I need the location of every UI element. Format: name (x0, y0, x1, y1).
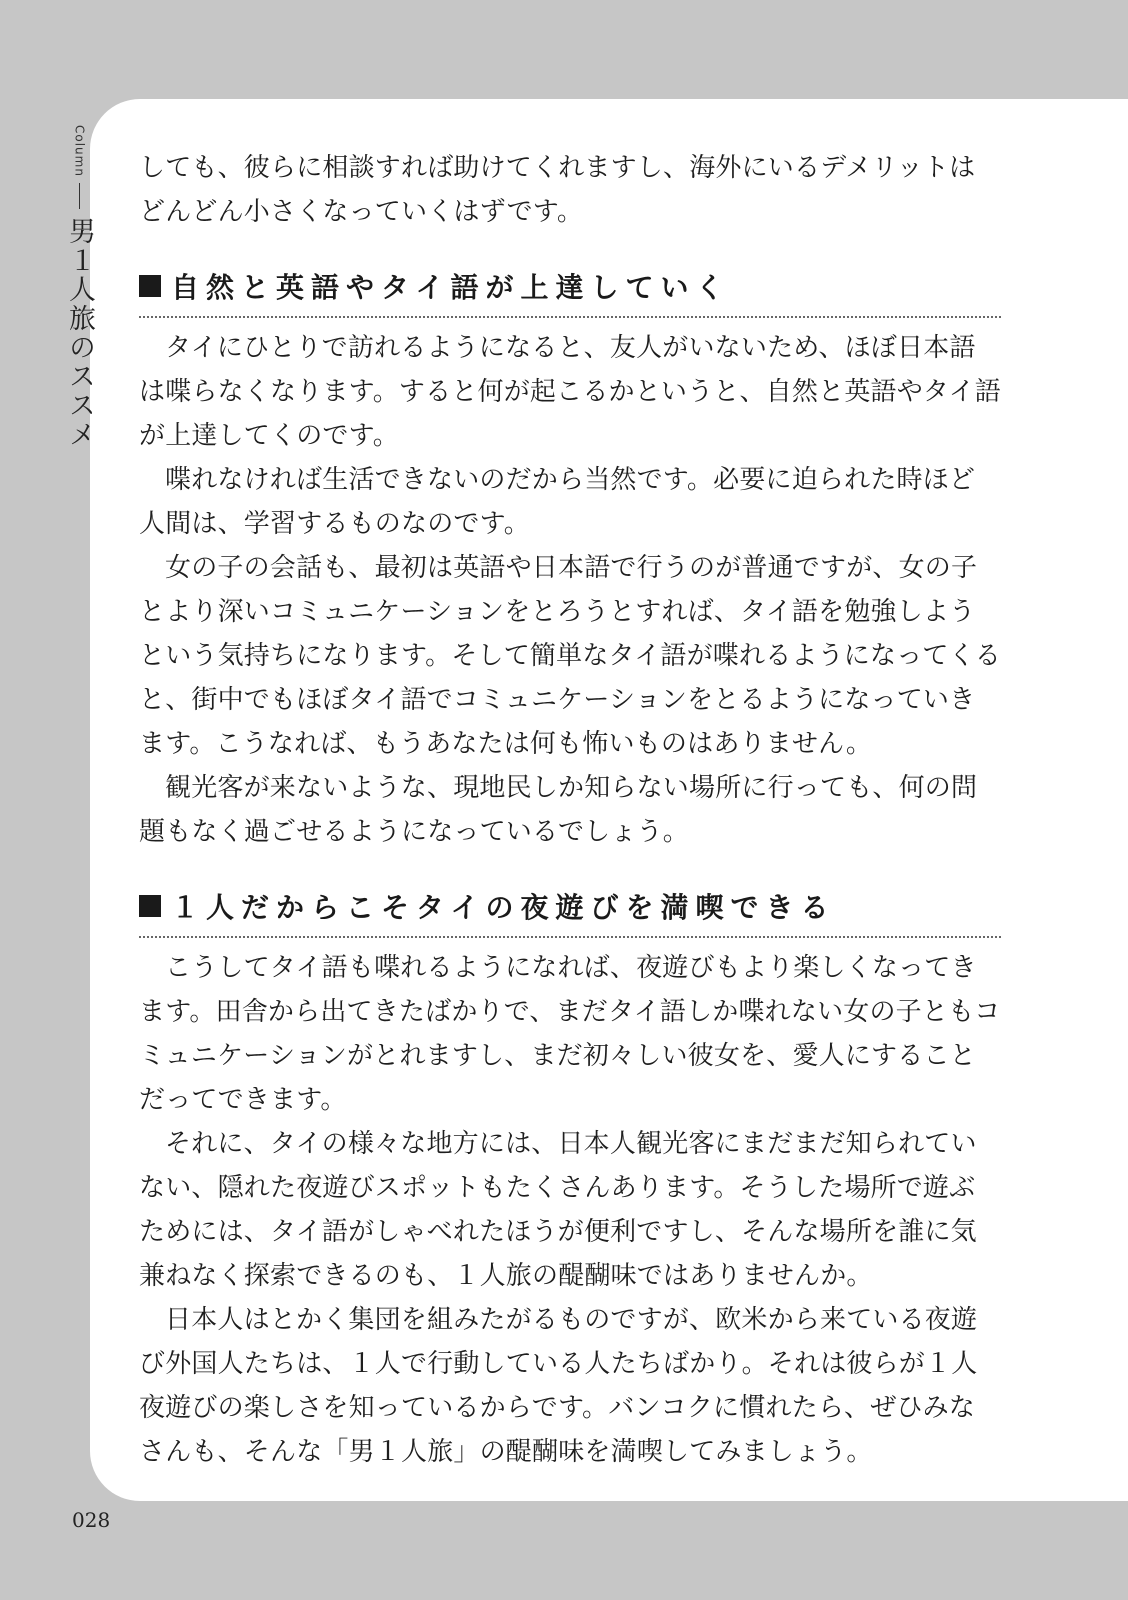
square-bullet-icon (139, 275, 161, 297)
section-heading (139, 246, 1001, 318)
page-number: 028 (72, 1508, 111, 1532)
paragraph: それに、タイの様々な地方には、日本人観光客にまだまだ知られていない、隠れた夜遊びスポットもたくさんあります。そうした場所で遊ぶためには、タイ語がしゃべれたほうが便利ですし、そんな場所を誰に気兼ねなく探索できるのも、１人旅の醍醐味ではありませんか。 (139, 1129, 977, 1291)
side-column-label (66, 125, 93, 449)
section-heading-wrap (139, 866, 1001, 938)
side-label-small: Column (72, 125, 87, 177)
side-label-title: 男１人旅のススメ (64, 216, 95, 449)
section-heading-text: １人だからこそタイの夜遊びを満喫できる (171, 891, 836, 924)
article-body (139, 146, 1001, 1474)
square-bullet-icon (139, 895, 161, 917)
paragraph: 女の子の会話も、最初は英語や日本語で行うのが普通ですが、女の子とより深いコミュニケーションをとろうとすれば、タイ語を勉強しようという気持ちになります。そして簡単なタイ語が喋れるようになってくると、街中でもほぼタイ語でコミュニケーションをとるようになっていきます。こうなれば、もうあなたは何も怖いものはありません。 (139, 553, 1002, 759)
paragraph: タイにひとりで訪れるようになると、友人がいないため、ほぼ日本語は喋らなくなります。すると何が起こるかというと、自然と英語やタイ語が上達してくのです。 (139, 333, 1002, 451)
paragraph: 観光客が来ないような、現地民しか知らない場所に行っても、何の問題もなく過ごせるようになっているでしょう。 (139, 773, 978, 847)
side-label-divider (79, 183, 80, 209)
paragraph: こうしてタイ語も喋れるようになれば、夜遊びもより楽しくなってきます。田舎から出てきたばかりで、まだタイ語しか喋れない女の子ともコミュニケーションがとれますし、まだ初々しい彼女を、愛人にすることだってできます。 (139, 953, 1001, 1115)
paragraph: 日本人はとかく集団を組みたがるものですが、欧米から来ている夜遊び外国人たちは、１人で行動している人たちばかり。それは彼らが１人夜遊びの楽しさを知っているからです。バンコクに慣れたら、ぜひみなさんも、そんな「男１人旅」の醍醐味を満喫してみましょう。 (139, 1305, 978, 1467)
section-heading (139, 866, 1001, 938)
paragraph: 喋れなければ生活できないのだから当然です。必要に迫られた時ほど人間は、学習するものなのです。 (139, 465, 976, 539)
section-heading-text: 自然と英語やタイ語が上達していく (171, 271, 731, 304)
section-heading-wrap (139, 246, 1001, 318)
paragraph: しても、彼らに相談すれば助けてくれますし、海外にいるデメリットはどんどん小さくなっていくはずです。 (139, 153, 976, 227)
